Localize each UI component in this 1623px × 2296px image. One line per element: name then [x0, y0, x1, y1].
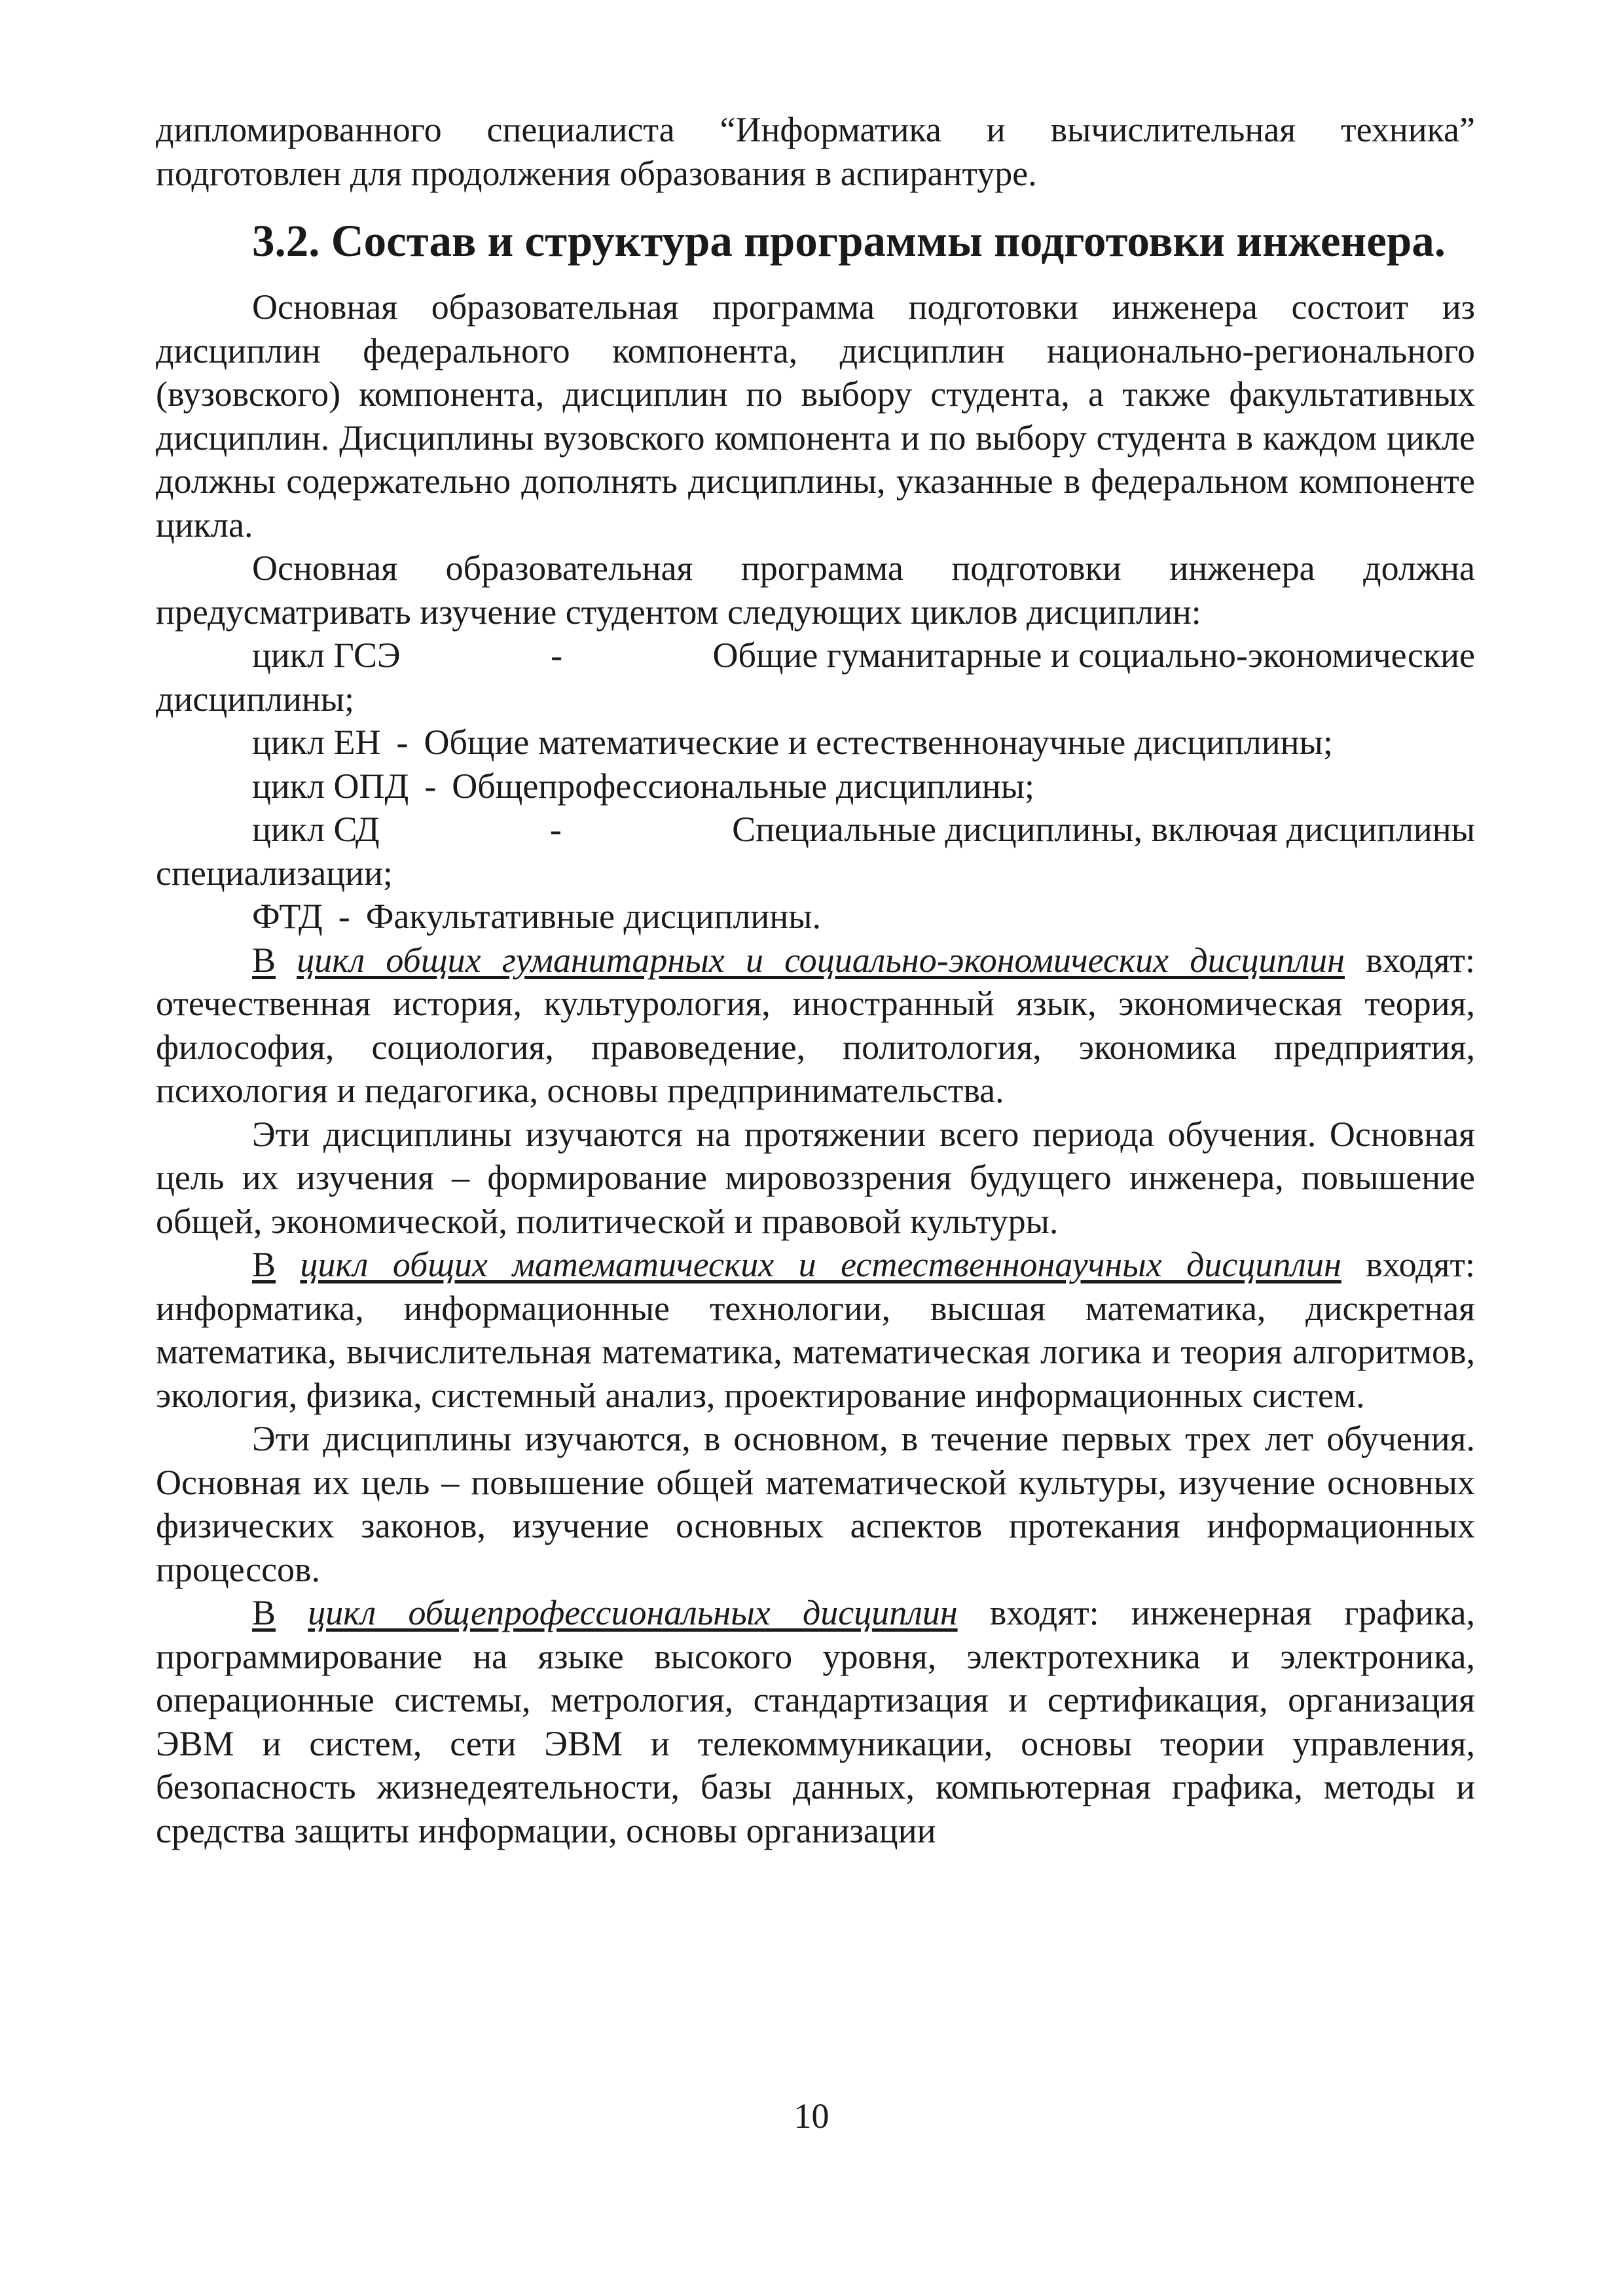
program-composition-paragraph: Основная образовательная программа подготовки инженера состоит из дисциплин федерального компонента, дисциплин национально-регионального (вузовского) компонента, дисциплин по выбору студента, а также факультативных дисциплин. Дисциплины вузовского компонента и по выбору студента в каждом цикле должны содержательно дополнять дисциплины, указанные в федеральном компоненте цикла.	[156, 287, 1475, 545]
cycle-ftd-code: ФТД	[252, 897, 323, 936]
humanities-cycle-paragraph	[156, 939, 1475, 1113]
humanities-goal-paragraph: Эти дисциплины изучаются на протяжении всего периода обучения. Основная цель их изучения – формирование мировоззрения будущего инженера, повышение общей, экономической, политической и правовой культуры.	[156, 1114, 1475, 1241]
page-number: 10	[793, 2096, 830, 2136]
cycle-opd-dash: -	[424, 766, 437, 806]
section-heading: 3.2. Состав и структура программы подготовки инженера.	[252, 216, 1446, 266]
cycle-opd-code: цикл ОПД	[252, 766, 409, 806]
cycle-opd-title: Общепрофессиональные дисциплины;	[452, 766, 1034, 806]
professional-lead: В	[252, 1593, 276, 1632]
math-cycle-paragraph	[156, 1243, 1475, 1417]
cycle-en-line	[156, 721, 1475, 764]
intro-paragraph: дипломированного специалиста “Информатика и вычислительная техника” подготовлен для продолжения образования в аспирантуре.	[156, 110, 1475, 193]
math-cycle-contents: входят: информатика, информационные технологии, высшая математика, дискретная математика, вычислительная математика, математическая логика и теория алгоритмов, экология, физика, системный анализ, проектирование информационных систем.	[156, 1245, 1476, 1415]
cycle-sd-title: Специальные дисциплины, включая дисциплины	[732, 810, 1475, 849]
document-page	[156, 108, 1475, 1852]
professional-cycle-paragraph	[156, 1591, 1475, 1852]
cycle-en-title: Общие математические и естественнонаучные дисциплины;	[424, 723, 1333, 762]
cycle-sd-line	[156, 808, 1475, 852]
cycle-ftd-title: Факультативные дисциплины.	[365, 897, 822, 936]
professional-cycle-title: цикл общепрофессиональных дисциплин	[308, 1593, 958, 1632]
cycle-en-code: цикл ЕН	[252, 723, 381, 762]
professional-cycle-contents: входят: инженерная графика, программирование на языке высокого уровня, электротехника и электроника, операционные системы, метрология, стандартизация и сертификация, организация ЭВМ и систем, сети ЭВМ и телекоммуникации, основы теории управления, безопасность жизнедеятельности, базы данных, компьютерная графика, методы и средства защиты информации, основы организации	[156, 1593, 1476, 1850]
program-cycles-intro-paragraph: Основная образовательная программа подготовки инженера должна предусматривать изучение студентом следующих циклов дисциплин:	[156, 548, 1475, 632]
cycle-opd-line	[156, 764, 1475, 808]
humanities-cycle-contents: входят: отечественная история, культурология, иностранный язык, экономическая теория, философия, социология, правоведение, политология, экономика предприятия, психология и педагогика, основы предпринимательства.	[156, 940, 1476, 1110]
cycle-gse-title: Общие гуманитарные и социально-экономические	[712, 636, 1475, 675]
cycle-sd-continuation: специализации;	[156, 853, 393, 893]
cycle-sd-dash: -	[549, 810, 562, 849]
cycle-gse-code: цикл ГСЭ	[252, 636, 401, 675]
cycle-ftd-dash: -	[338, 897, 350, 936]
math-lead: В	[252, 1245, 276, 1284]
cycle-gse-line	[156, 634, 1475, 677]
cycle-gse-dash: -	[551, 636, 563, 675]
humanities-lead: В	[252, 940, 276, 980]
math-cycle-title: цикл общих математических и естественнонаучных дисциплин	[300, 1245, 1341, 1284]
cycle-gse-continuation: дисциплины;	[156, 679, 355, 719]
math-goal-paragraph: Эти дисциплины изучаются, в основном, в течение первых трех лет обучения. Основная их цель – повышение общей математической культуры, изучение основных физических законов, изучение основных аспектов протекания информационных процессов.	[156, 1419, 1475, 1589]
cycle-en-dash: -	[396, 723, 409, 762]
humanities-cycle-title: цикл общих гуманитарных и социально-экономических дисциплин	[297, 940, 1345, 980]
cycle-ftd-line	[156, 895, 1475, 939]
cycle-sd-code: цикл СД	[252, 810, 380, 849]
